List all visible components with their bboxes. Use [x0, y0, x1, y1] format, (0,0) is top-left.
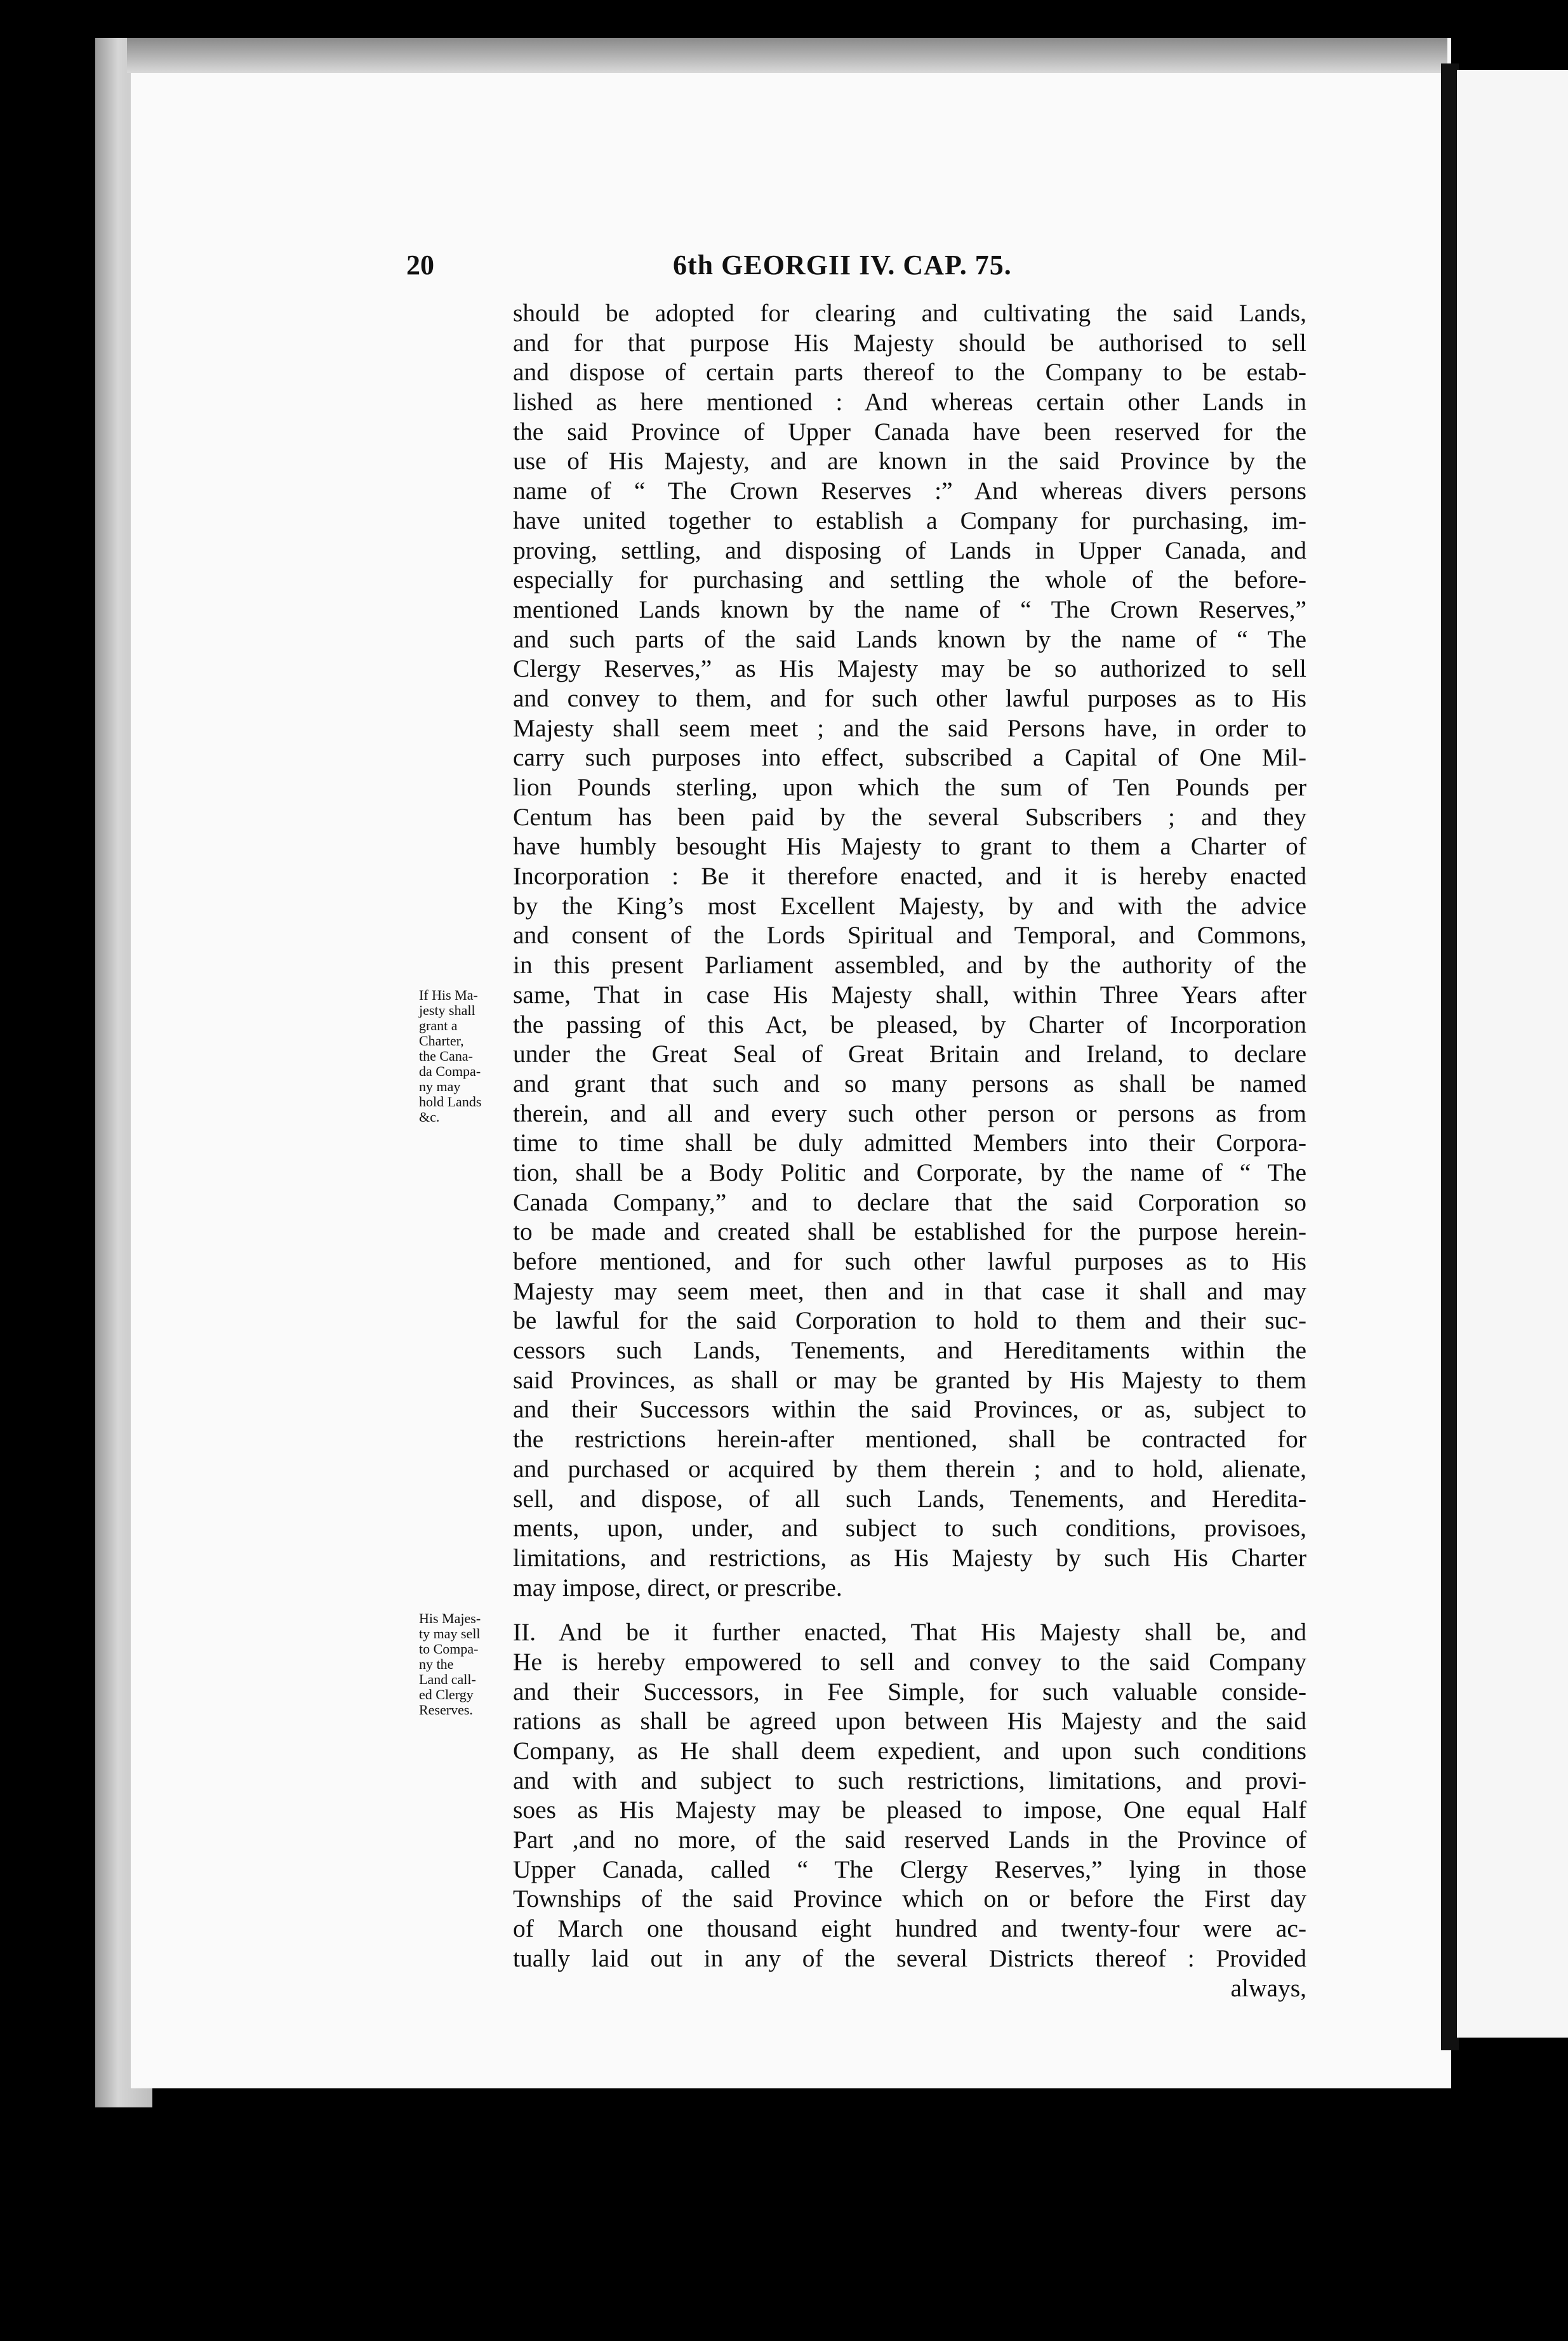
text-line: lion Pounds sterling, upon which the sum of Ten Pounds per — [513, 773, 1306, 801]
margin-note-line: ny the — [419, 1656, 454, 1672]
margin-note-line: the Cana- — [419, 1048, 473, 1064]
margin-note-line: jesty shall — [419, 1002, 475, 1018]
text-line: and purchased or acquired by them therein ; and to hold, alienate, — [513, 1454, 1306, 1483]
text-line: Centum has been paid by the several Subscribers ; and they — [513, 802, 1306, 831]
facing-page-edge — [1457, 70, 1568, 2038]
text-line: and convey to them, and for such other lawful purposes as to His — [513, 684, 1306, 712]
gutter-shadow — [1441, 63, 1459, 2050]
text-line: ments, upon, under, and subject to such conditions, provisoes, — [513, 1514, 1306, 1542]
text-line: time to time shall be duly admitted Members into their Corpora- — [513, 1129, 1306, 1157]
text-line: always, — [1230, 1973, 1306, 2002]
margin-note-line: grant a — [419, 1018, 458, 1033]
text-line: and their Successors, in Fee Simple, for such valuable conside- — [513, 1677, 1306, 1706]
text-line: tion, shall be a Body Politic and Corporate, by the name of “ The — [513, 1158, 1306, 1186]
margin-note-line: If His Ma- — [419, 987, 478, 1003]
text-line: be lawful for the said Corporation to hold to them and their suc- — [513, 1306, 1306, 1335]
text-line: have humbly besought His Majesty to grant to them a Charter of — [513, 832, 1306, 861]
text-line: therein, and all and every such other person or persons as from — [513, 1099, 1306, 1127]
page-number: 20 — [406, 249, 434, 281]
text-line: lished as here mentioned : And whereas certain other Lands in — [513, 388, 1306, 416]
text-line: carry such purposes into effect, subscribed a Capital of One Mil- — [513, 743, 1306, 772]
margin-note-line: ty may sell — [419, 1626, 481, 1641]
running-head: 6th GEORGII IV. CAP. 75. — [673, 249, 1012, 281]
margin-note-line: Charter, — [419, 1033, 464, 1049]
text-line: Incorporation : Be it therefore enacted, and it is hereby enacted — [513, 862, 1306, 891]
text-line: mentioned Lands known by the name of “ The Crown Reserves,” — [513, 595, 1306, 623]
text-line: the passing of this Act, be pleased, by Charter of Incorporation — [513, 1010, 1306, 1038]
margin-note-line: to Compa- — [419, 1641, 479, 1657]
text-line: Upper Canada, called “ The Clergy Reserves,” lying in those — [513, 1855, 1306, 1883]
text-line: name of “ The Crown Reserves :” And whereas divers persons — [513, 477, 1306, 505]
text-line: Part ,and no more, of the said reserved Lands in the Province of — [513, 1826, 1306, 1854]
margin-note-line: da Compa- — [419, 1063, 481, 1079]
page-header — [406, 249, 1308, 293]
text-line: before mentioned, and for such other lawful purposes as to His — [513, 1247, 1306, 1275]
text-line: and consent of the Lords Spiritual and Temporal, and Commons, — [513, 921, 1306, 950]
text-line: should be adopted for clearing and cultivating the said Lands, — [513, 299, 1306, 327]
paragraph-1 — [513, 298, 1306, 1602]
paragraph-2 — [513, 1617, 1306, 2003]
text-line: and grant that such and so many persons as shall be named — [513, 1069, 1306, 1098]
text-line: said Provinces, as shall or may be granted by His Majesty to them — [513, 1365, 1306, 1394]
margin-note-clergy-reserves — [419, 1611, 514, 1718]
text-line: cessors such Lands, Tenements, and Hereditaments within the — [513, 1336, 1306, 1365]
margin-note-canada-company — [419, 988, 514, 1125]
margin-note-line: ed Clergy — [419, 1687, 474, 1702]
text-line: use of His Majesty, and are known in the said Province by the — [513, 447, 1306, 475]
text-line: soes as His Majesty may be pleased to impose, One equal Half — [513, 1796, 1306, 1824]
text-line: Majesty may seem meet, then and in that case it shall and may — [513, 1277, 1306, 1305]
text-line: Company, as He shall deem expedient, and upon such conditions — [513, 1737, 1306, 1765]
statute-text — [513, 298, 1306, 2003]
text-line: may impose, direct, or prescribe. — [513, 1573, 842, 1602]
margin-note-line: His Majes- — [419, 1610, 481, 1626]
text-line: II. And be it further enacted, That His Majesty shall be, and — [513, 1618, 1306, 1647]
text-line: under the Great Seal of Great Britain and Ireland, to declare — [513, 1040, 1306, 1068]
text-line: proving, settling, and disposing of Lands in Upper Canada, and — [513, 536, 1306, 564]
text-line: the said Province of Upper Canada have been reserved for the — [513, 417, 1306, 446]
text-line: and for that purpose His Majesty should be authorised to sell — [513, 328, 1306, 357]
text-line: to be made and created shall be established for the purpose herein- — [513, 1217, 1306, 1246]
margin-note-line: hold Lands — [419, 1094, 482, 1110]
text-line: sell, and dispose, of all such Lands, Tenements, and Heredita- — [513, 1484, 1306, 1513]
page-top-edge — [127, 38, 1447, 73]
text-line: and dispose of certain parts thereof to the Company to be estab- — [513, 358, 1306, 387]
margin-note-line: Land call- — [419, 1671, 476, 1687]
text-line: the restrictions herein-after mentioned, shall be contracted for — [513, 1425, 1306, 1454]
margin-note-line: ny may — [419, 1078, 461, 1094]
text-line: by the King’s most Excellent Majesty, by and with the advice — [513, 891, 1306, 920]
text-line: Majesty shall seem meet ; and the said Persons have, in order to — [513, 713, 1306, 742]
text-line: limitations, and restrictions, as His Majesty by such His Charter — [513, 1543, 1306, 1572]
text-line: and their Successors within the said Provinces, or as, subject to — [513, 1395, 1306, 1424]
margin-note-line: Reserves. — [419, 1702, 473, 1718]
text-line: same, That in case His Majesty shall, within Three Years after — [513, 980, 1306, 1009]
text-line: have united together to establish a Company for purchasing, im- — [513, 506, 1306, 534]
text-line: of March one thousand eight hundred and twenty-four were ac- — [513, 1914, 1306, 1943]
text-line: especially for purchasing and settling the whole of the before- — [513, 566, 1306, 594]
text-line: tually laid out in any of the several Districts thereof : Provided — [513, 1944, 1306, 1972]
text-line: rations as shall be agreed upon between His Majesty and the said — [513, 1707, 1306, 1735]
text-line: Canada Company,” and to declare that the said Corporation so — [513, 1188, 1306, 1216]
text-line: Clergy Reserves,” as His Majesty may be so authorized to sell — [513, 654, 1306, 683]
text-line: Townships of the said Province which on or before the First day — [513, 1885, 1306, 1913]
text-line: He is hereby empowered to sell and convey to the said Company — [513, 1647, 1306, 1676]
margin-note-line: &c. — [419, 1109, 440, 1125]
text-line: and such parts of the said Lands known by the name of “ The — [513, 625, 1306, 653]
text-line: in this present Parliament assembled, and by the authority of the — [513, 951, 1306, 979]
text-line: and with and subject to such restrictions, limitations, and provi- — [513, 1766, 1306, 1794]
